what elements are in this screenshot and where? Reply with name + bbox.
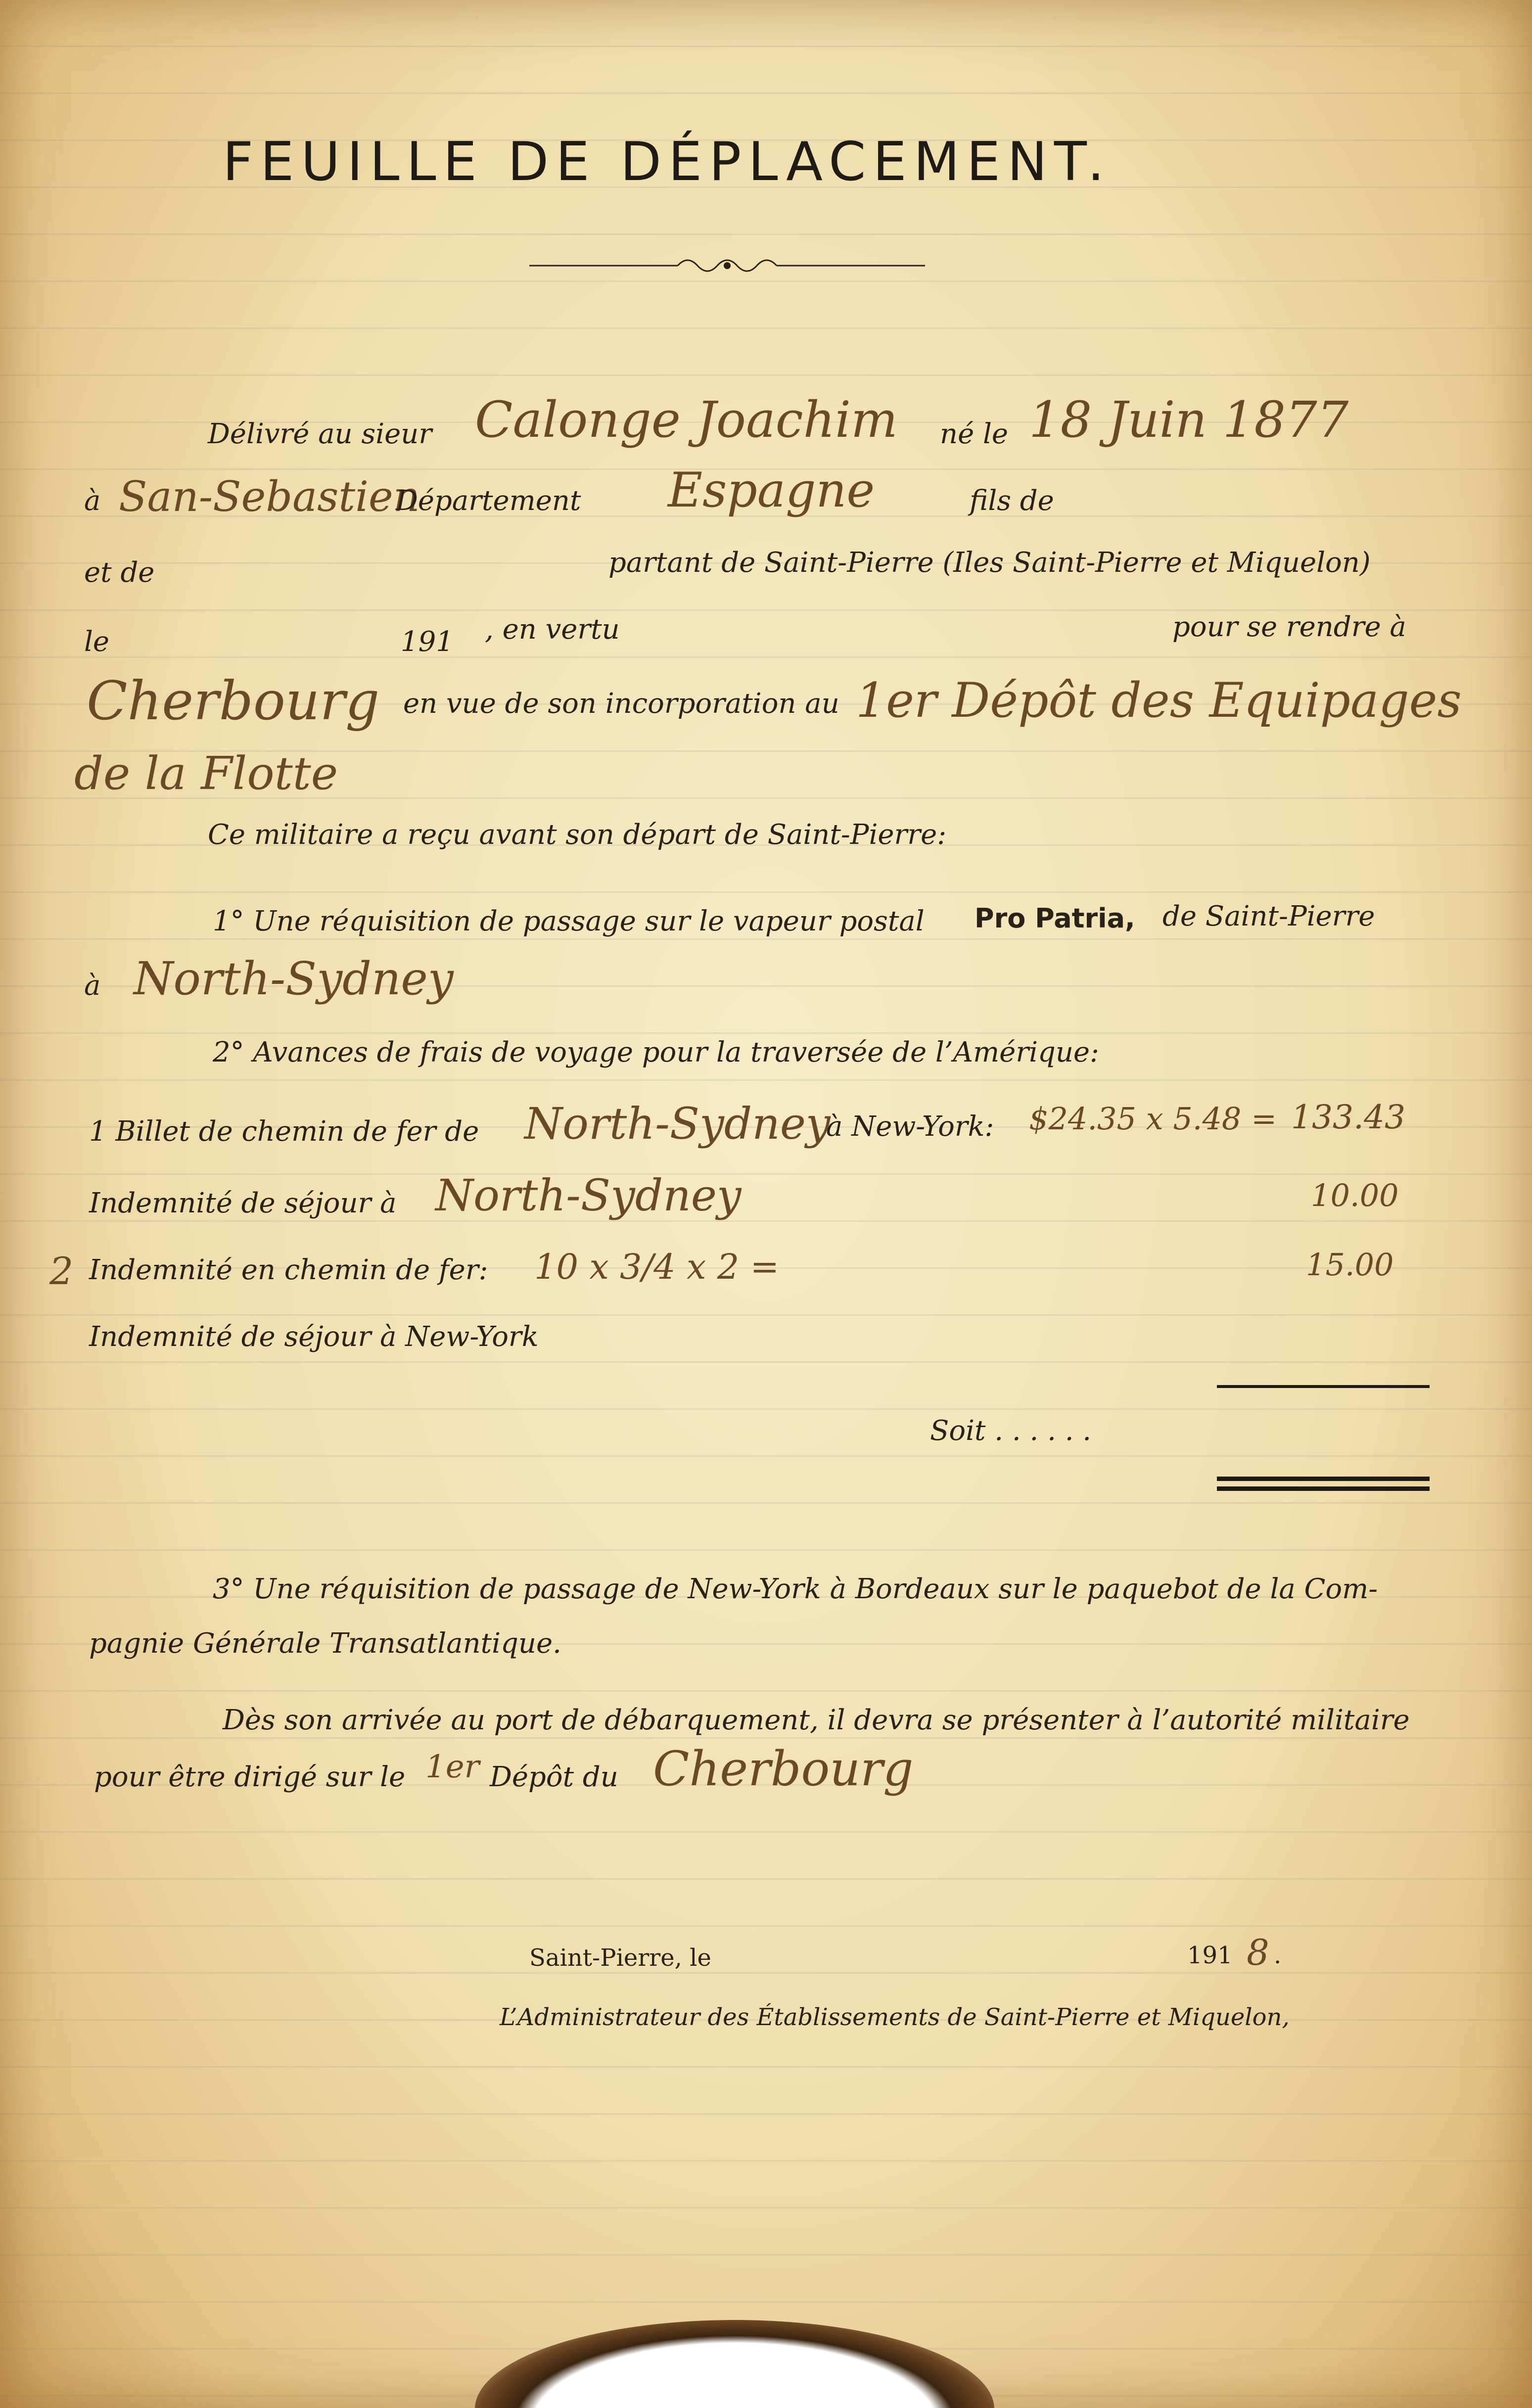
train-allowance-calculation: 10 x 3/4 x 2 =	[534, 1247, 780, 1287]
ticket-amount: 133.43	[1291, 1098, 1405, 1136]
departure-text: partant de Saint-Pierre (Iles Saint-Pierre et Miquelon)	[608, 547, 1371, 579]
item1-text: 1° Une réquisition de passage sur le vapeur postal	[213, 905, 925, 937]
arrival-depot-number: 1er	[425, 1749, 480, 1785]
en-vertu-label: , en vertu	[485, 613, 620, 646]
train-allowance-label: Indemnité en chemin de fer:	[89, 1254, 488, 1286]
arrival-line2-text: pour être dirigé sur le	[94, 1761, 406, 1793]
birth-date: 18 Juin 1877	[1029, 391, 1349, 449]
a-label: à	[84, 485, 101, 517]
received-heading: Ce militaire a reçu avant son départ de Saint-Pierre:	[208, 819, 947, 851]
recipient-name: Calonge Joachim	[475, 391, 898, 449]
stay-north-sydney-place: North-Sydney	[435, 1170, 742, 1221]
signoff-year-digit: 8	[1247, 1932, 1269, 1973]
title-ornament	[529, 250, 925, 279]
total-label: Soit . . . . . .	[930, 1415, 1092, 1447]
item2-heading: 2° Avances de frais de voyage pour la traversée de l’Amérique:	[213, 1036, 1099, 1068]
delivered-label: Délivré au sieur	[208, 418, 432, 450]
item3-line1: 3° Une réquisition de passage de New-York à Bordeaux sur le paquebot de la Com-	[213, 1573, 1378, 1605]
signoff-period: .	[1274, 1942, 1282, 1969]
ticket-from: North-Sydney	[524, 1098, 831, 1149]
ship-name: Pro Patria,	[975, 903, 1135, 934]
fils-label: fils de	[970, 485, 1054, 517]
signoff-place: Saint-Pierre, le	[529, 1944, 711, 1972]
total-double-rule-bottom	[1217, 1486, 1430, 1491]
arrival-destination: Cherbourg	[653, 1741, 914, 1797]
burnt-hole	[475, 2320, 994, 2408]
item1-from: de Saint-Pierre	[1162, 900, 1375, 932]
item1-destination: North-Sydney	[134, 952, 454, 1005]
ticket-to: à New-York:	[826, 1111, 994, 1143]
signoff-year: 191	[1187, 1942, 1233, 1969]
ticket-calculation: $24.35 x 5.48 =	[1029, 1101, 1277, 1137]
destination-city: Cherbourg	[87, 670, 380, 732]
arrival-line1: Dès son arrivée au port de débarquement, il devra se présenter à l’autorité militaire	[223, 1704, 1410, 1736]
ticket-label: 1 Billet de chemin de fer de	[89, 1115, 479, 1148]
stay-north-sydney-amount: 10.00	[1311, 1177, 1399, 1213]
train-allowance-amount: 15.00	[1306, 1247, 1394, 1283]
le-label: le	[84, 626, 110, 658]
item1-a-label: à	[84, 970, 101, 1002]
department-label: Département	[396, 485, 581, 517]
train-count-mark: 2	[49, 1249, 74, 1293]
year-prefix: 191	[401, 626, 454, 658]
total-double-rule-top	[1217, 1477, 1430, 1481]
sum-rule	[1217, 1385, 1430, 1388]
administrator-title: L’Administrateur des Établissements de Saint-Pierre et Miquelon,	[500, 2003, 1290, 2031]
born-label: né le	[940, 418, 1009, 450]
document-title: FEUILLE DE DÉPLACEMENT.	[223, 131, 1112, 193]
unit-name: 1er Dépôt des Equipages	[856, 673, 1462, 728]
incorporation-label: en vue de son incorporation au	[403, 688, 839, 720]
department-value: Espagne	[668, 463, 875, 518]
birthplace: San-Sebastien	[119, 472, 420, 521]
unit-name-continued: de la Flotte	[74, 747, 338, 800]
stay-north-sydney-label: Indemnité de séjour à	[89, 1187, 397, 1219]
stay-new-york-label: Indemnité de séjour à New-York	[89, 1321, 539, 1353]
et-de-label: et de	[84, 556, 155, 589]
arrival-depot-label: Dépôt du	[490, 1761, 618, 1793]
pour-se-rendre-label: pour se rendre à	[1172, 611, 1406, 643]
item3-line2: pagnie Générale Transatlantique.	[89, 1627, 561, 1660]
